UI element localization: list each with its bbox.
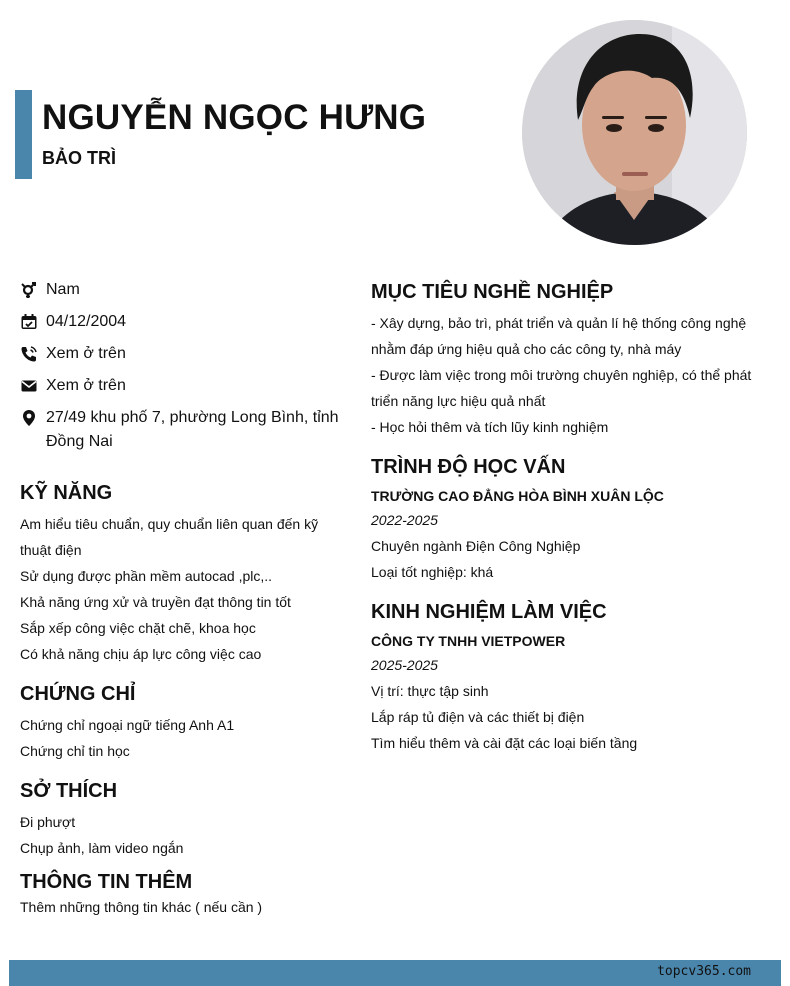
contact-phone bbox=[20, 342, 340, 366]
calendar-icon bbox=[20, 313, 38, 331]
education-major: Chuyên ngành Điện Công Nghiệp bbox=[371, 538, 581, 554]
additional-info-text: Thêm những thông tin khác ( nếu cần ) bbox=[20, 899, 263, 915]
skill-item: Am hiểu tiêu chuẩn, quy chuẩn liên quan đến kỹ thuật điện bbox=[20, 516, 319, 558]
avatar-photo-icon bbox=[522, 20, 747, 245]
candidate-name: NGUYỄN NGỌC HƯNG bbox=[42, 98, 427, 137]
education-title: TRÌNH ĐỘ HỌC VẤN bbox=[371, 456, 566, 478]
contact-gender-text: Nam bbox=[46, 281, 80, 298]
hobby-item: Chụp ảnh, làm video ngắn bbox=[20, 840, 184, 856]
left-column bbox=[20, 278, 340, 918]
additional-info-title: THÔNG TIN THÊM bbox=[20, 871, 193, 893]
contact-birthday bbox=[20, 310, 340, 334]
certificate-item: Chứng chỉ ngoại ngữ tiếng Anh A1 bbox=[20, 717, 235, 733]
footer-bar bbox=[9, 960, 781, 986]
contact-email-text: Xem ở trên bbox=[46, 377, 126, 394]
phone-icon bbox=[20, 345, 38, 363]
footer-site-link[interactable]: topcv365.com bbox=[657, 964, 751, 979]
experience-title: KINH NGHIỆM LÀM VIỆC bbox=[371, 601, 607, 623]
contact-phone-text: Xem ở trên bbox=[46, 345, 126, 362]
hobby-item: Đi phượt bbox=[20, 814, 76, 830]
hobbies-title: SỞ THÍCH bbox=[20, 780, 118, 802]
skill-item: Sử dụng được phần mềm autocad ,plc,.. bbox=[20, 568, 273, 584]
certificate-item: Chứng chỉ tin học bbox=[20, 743, 130, 759]
contact-address-text: 27/49 khu phố 7, phường Long Bình, tỉnh Đồng Nai bbox=[46, 409, 339, 450]
education-school: TRƯỜNG CAO ĐẲNG HÒA BÌNH XUÂN LỘC bbox=[371, 488, 664, 504]
education-grade: Loại tốt nghiệp: khá bbox=[371, 564, 494, 580]
contact-birthday-text: 04/12/2004 bbox=[46, 313, 127, 330]
avatar bbox=[522, 20, 747, 245]
objective-item: - Được làm việc trong môi trường chuyên nghiệp, có thể phát triển năng lực hiệu quả nhất bbox=[371, 367, 752, 409]
experience-period: 2025-2025 bbox=[371, 657, 438, 673]
contact-email bbox=[20, 374, 340, 398]
experience-item: Lắp ráp tủ điện và các thiết bị điện bbox=[371, 709, 585, 725]
skill-item: Khả năng ứng xử và truyền đạt thông tin tốt bbox=[20, 594, 291, 610]
job-title: BẢO TRÌ bbox=[42, 148, 116, 168]
contact-address bbox=[20, 406, 340, 454]
education-period: 2022-2025 bbox=[371, 512, 438, 528]
location-icon bbox=[20, 409, 38, 427]
objective-title: MỤC TIÊU NGHỀ NGHIỆP bbox=[371, 281, 614, 303]
skills-title: KỸ NĂNG bbox=[20, 482, 113, 504]
skill-item: Sắp xếp công việc chặt chẽ, khoa học bbox=[20, 620, 256, 636]
gender-icon bbox=[20, 281, 38, 299]
objective-item: - Học hỏi thêm và tích lũy kinh nghiệm bbox=[371, 419, 609, 435]
experience-item: Vị trí: thực tập sinh bbox=[371, 683, 489, 699]
right-column bbox=[371, 281, 761, 756]
experience-company: CÔNG TY TNHH VIETPOWER bbox=[371, 633, 566, 649]
certificates-title: CHỨNG CHỈ bbox=[20, 683, 136, 705]
email-icon bbox=[20, 377, 38, 395]
contact-gender bbox=[20, 278, 340, 302]
skill-item: Có khả năng chịu áp lực công việc cao bbox=[20, 646, 262, 662]
header-accent-bar bbox=[15, 90, 32, 179]
experience-item: Tìm hiểu thêm và cài đặt các loại biến tầng bbox=[371, 735, 638, 751]
objective-item: - Xây dựng, bảo trì, phát triển và quản lí hệ thống công nghệ nhằm đáp ứng hiệu quả cho các công ty, nhà máy bbox=[371, 315, 747, 357]
